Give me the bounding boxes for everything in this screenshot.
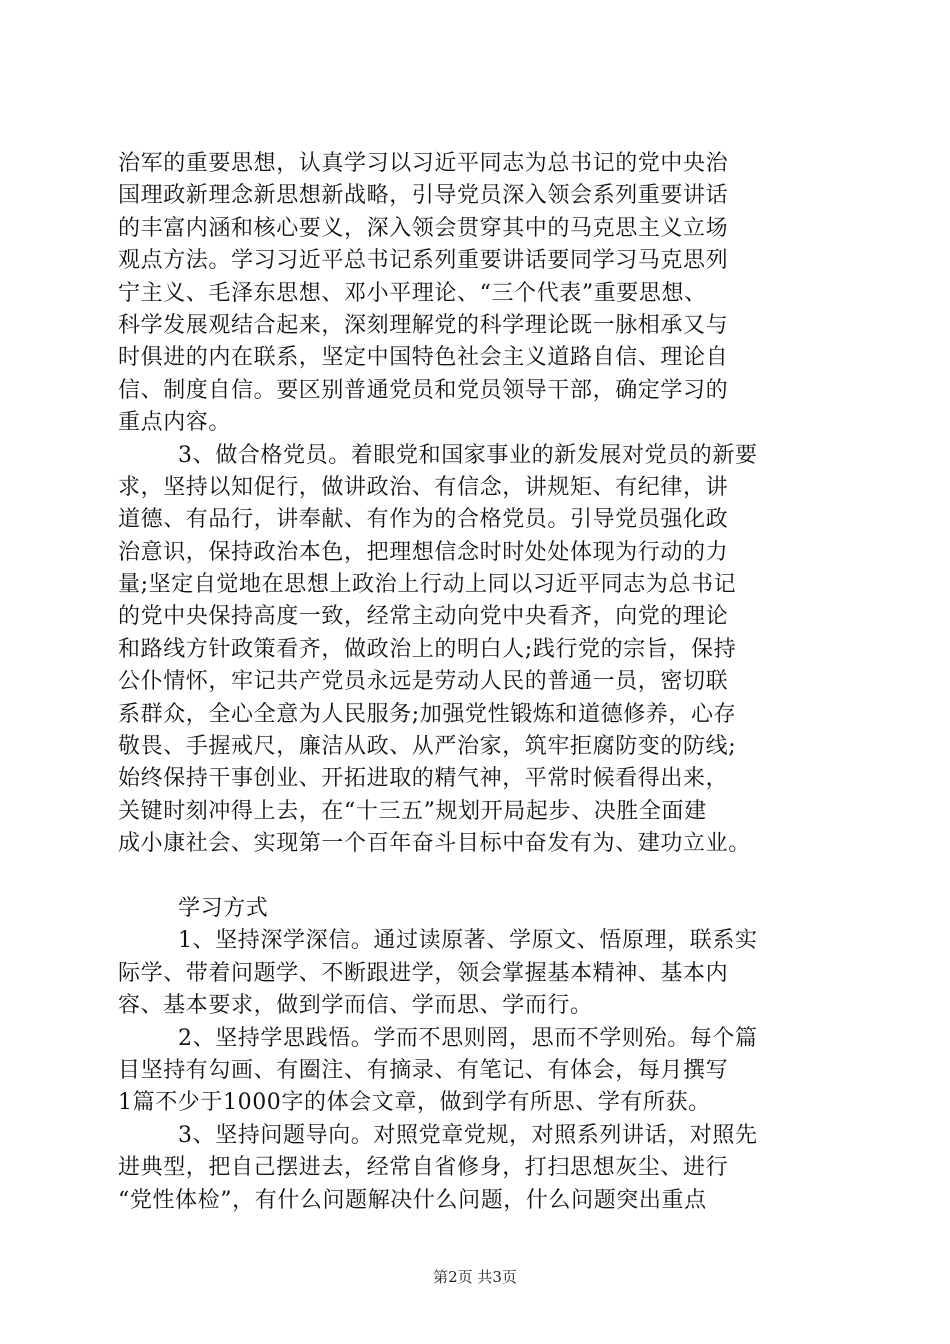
text-line: 成小康社会、实现第一个百年奋斗目标中奋发有为、建功立业。 [118,831,751,857]
blank-line [118,861,838,893]
text-line: 时俱进的内在联系，坚定中国特色社会主义道路自信、理论自 [118,345,729,371]
text-line: 容、基本要求，做到学而信、学而思、学而行。 [118,993,593,1019]
text-line: 观点方法。学习习近平总书记系列重要讲话要同学习马克思列 [118,248,729,274]
page-number: 第2页 共3页 [433,1268,517,1286]
text-line: 宁主义、毛泽东思想、邓小平理论、“三个代表”重要思想、 [118,280,707,306]
text-line: 的党中央保持高度一致，经常主动向党中央看齐，向党的理论 [118,604,729,630]
text-line: 和路线方针政策看齐，做政治上的明白人;践行党的宗旨，保持 [118,636,737,662]
text-line: 国理政新理念新思想新战略，引导党员深入领会系列重要讲话 [118,183,729,209]
text-line: 信、制度自信。要区别普通党员和党员领导干部，确定学习的 [118,377,729,403]
text-line: 治军的重要思想，认真学习以习近平同志为总书记的党中央治 [118,151,729,176]
text-line: 道德、有品行，讲奉献、有作为的合格党员。引导党员强化政 [118,507,729,533]
text-line: 目坚持有勾画、有圈注、有摘录、有笔记、有体会，每月撰写 [118,1057,729,1083]
text-line: 始终保持干事创业、开拓进取的精气神，平常时候看得出来， [118,766,729,792]
text-line: 进典型，把自己摆进去，经常自省修身，打扫思想灰尘、进行 [118,1155,729,1181]
text-line: 治意识，保持政治本色，把理想信念时时处处体现为行动的力 [118,539,729,565]
paragraph-start-line: 1、坚持深学深信。通过读原著、学原文、悟原理，联系实 [178,928,758,954]
text-line: 科学发展观结合起来，深刻理解党的科学理论既一脉相承又与 [118,312,729,338]
text-line: “党性体检”，有什么问题解决什么问题，什么问题突出重点 [118,1187,707,1213]
text-line: 公仆情怀，牢记共产党员永远是劳动人民的普通一员，密切联 [118,669,729,695]
text-line: 量;坚定自觉地在思想上政治上行动上同以习近平同志为总书记 [118,572,737,598]
text-line: 敬畏、手握戒尺，廉洁从政、从严治家，筑牢拒腐防变的防线; [118,734,737,760]
paragraph-start-line: 2、坚持学思践悟。学而不思则罔，思而不学则殆。每个篇 [178,1025,758,1051]
text-line: 际学、带着问题学、不断跟进学，领会掌握基本精神、基本内 [118,960,729,986]
page-footer [0,1266,950,1287]
paragraph-start-line: 3、做合格党员。着眼党和国家事业的新发展对党员的新要 [178,442,758,468]
text-line: 重点内容。 [118,410,232,436]
text-line: 的丰富内涵和核心要义，深入领会贯穿其中的马克思主义立场 [118,215,729,241]
paragraph-start-line: 3、坚持问题导向。对照党章党规，对照系列讲话，对照先 [178,1122,758,1148]
text-line: 求，坚持以知促行，做讲政治、有信念，讲规矩、有纪律，讲 [118,474,729,500]
text-line: 1篇不少于1000字的体会文章，做到学有所思、学有所获。 [118,1090,711,1116]
document-body [118,148,838,1217]
text-line: 关键时刻冲得上去，在“十三五”规划开局起步、决胜全面建 [118,798,707,824]
section-heading: 学习方式 [178,895,269,921]
text-line: 系群众，全心全意为人民服务;加强党性锻炼和道德修养，心存 [118,701,737,727]
